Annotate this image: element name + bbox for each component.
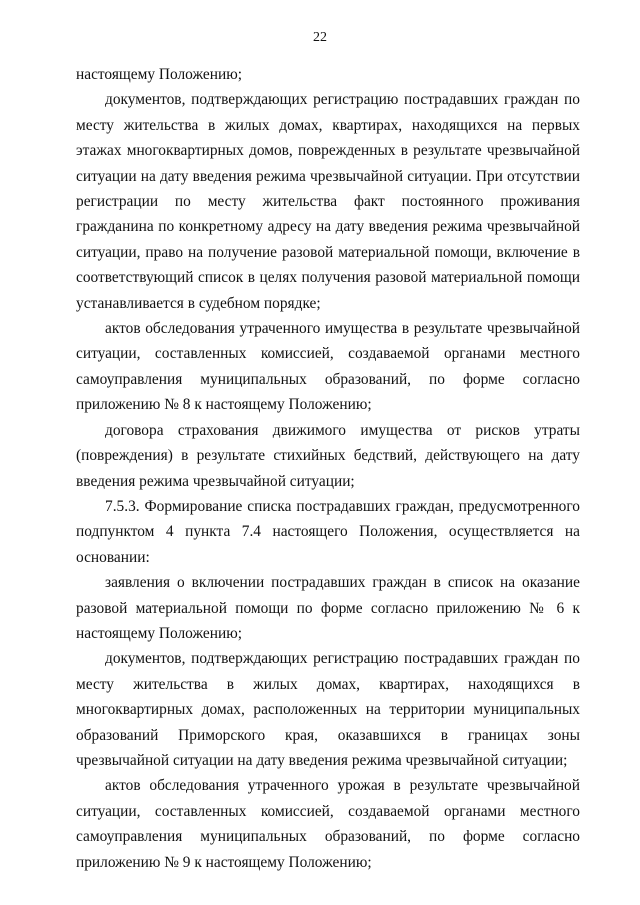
paragraph: актов обследования утраченного урожая в результате чрезвычайной ситуации, составленных комиссией, создаваемой органами местного самоуправления муниципальных образований, по форме согласно приложению № 9 к настоящему Положению;	[76, 777, 580, 871]
paragraph: актов обследования утраченного имущества в результате чрезвычайной ситуации, составленных комиссией, создаваемой органами местного самоуправления муниципальных образований, по форме согласно приложению № 8 к настоящему Положению;	[76, 320, 580, 414]
page-number: 22	[313, 30, 327, 45]
paragraph: 7.5.3. Формирование списка пострадавших граждан, предусмотренного подпунктом 4 пункта 7.4 настоящего Положения, осуществляется на основании:	[76, 497, 580, 566]
paragraph: договора страхования движимого имущества от рисков утраты (повреждения) в результате стихийных бедствий, действующего на дату введения режима чрезвычайной ситуации;	[76, 421, 580, 490]
paragraph: документов, подтверждающих регистрацию пострадавших граждан по месту жительства в жилых домах, квартирах, находящихся в многоквартирных домах, расположенных на территории муниципальных образований Приморского края, оказавшихся в границах зоны чрезвычайной ситуации на дату введения режима чрезвычайной ситуации;	[76, 650, 580, 769]
document-body	[76, 62, 580, 875]
paragraph: документов, подтверждающих регистрацию пострадавших граждан по месту жительства в жилых домах, квартирах, находящихся на первых этажах многоквартирных домов, поврежденных в результате чрезвычайной ситуации на дату введения режима чрезвычайной ситуации. При отсутствии регистрации по месту жительства факт постоянного проживания гражданина по конкретному адресу на дату введения режима чрезвычайной ситуации, право на получение разовой материальной помощи, включение в соответствующий список в целях получения разовой материальной помощи устанавливается в судебном порядке;	[76, 91, 580, 312]
paragraph: настоящему Положению;	[76, 66, 242, 83]
paragraph: заявления о включении пострадавших граждан в список на оказание разовой материальной помощи по форме согласно приложению № 6 к настоящему Положению;	[76, 574, 580, 642]
